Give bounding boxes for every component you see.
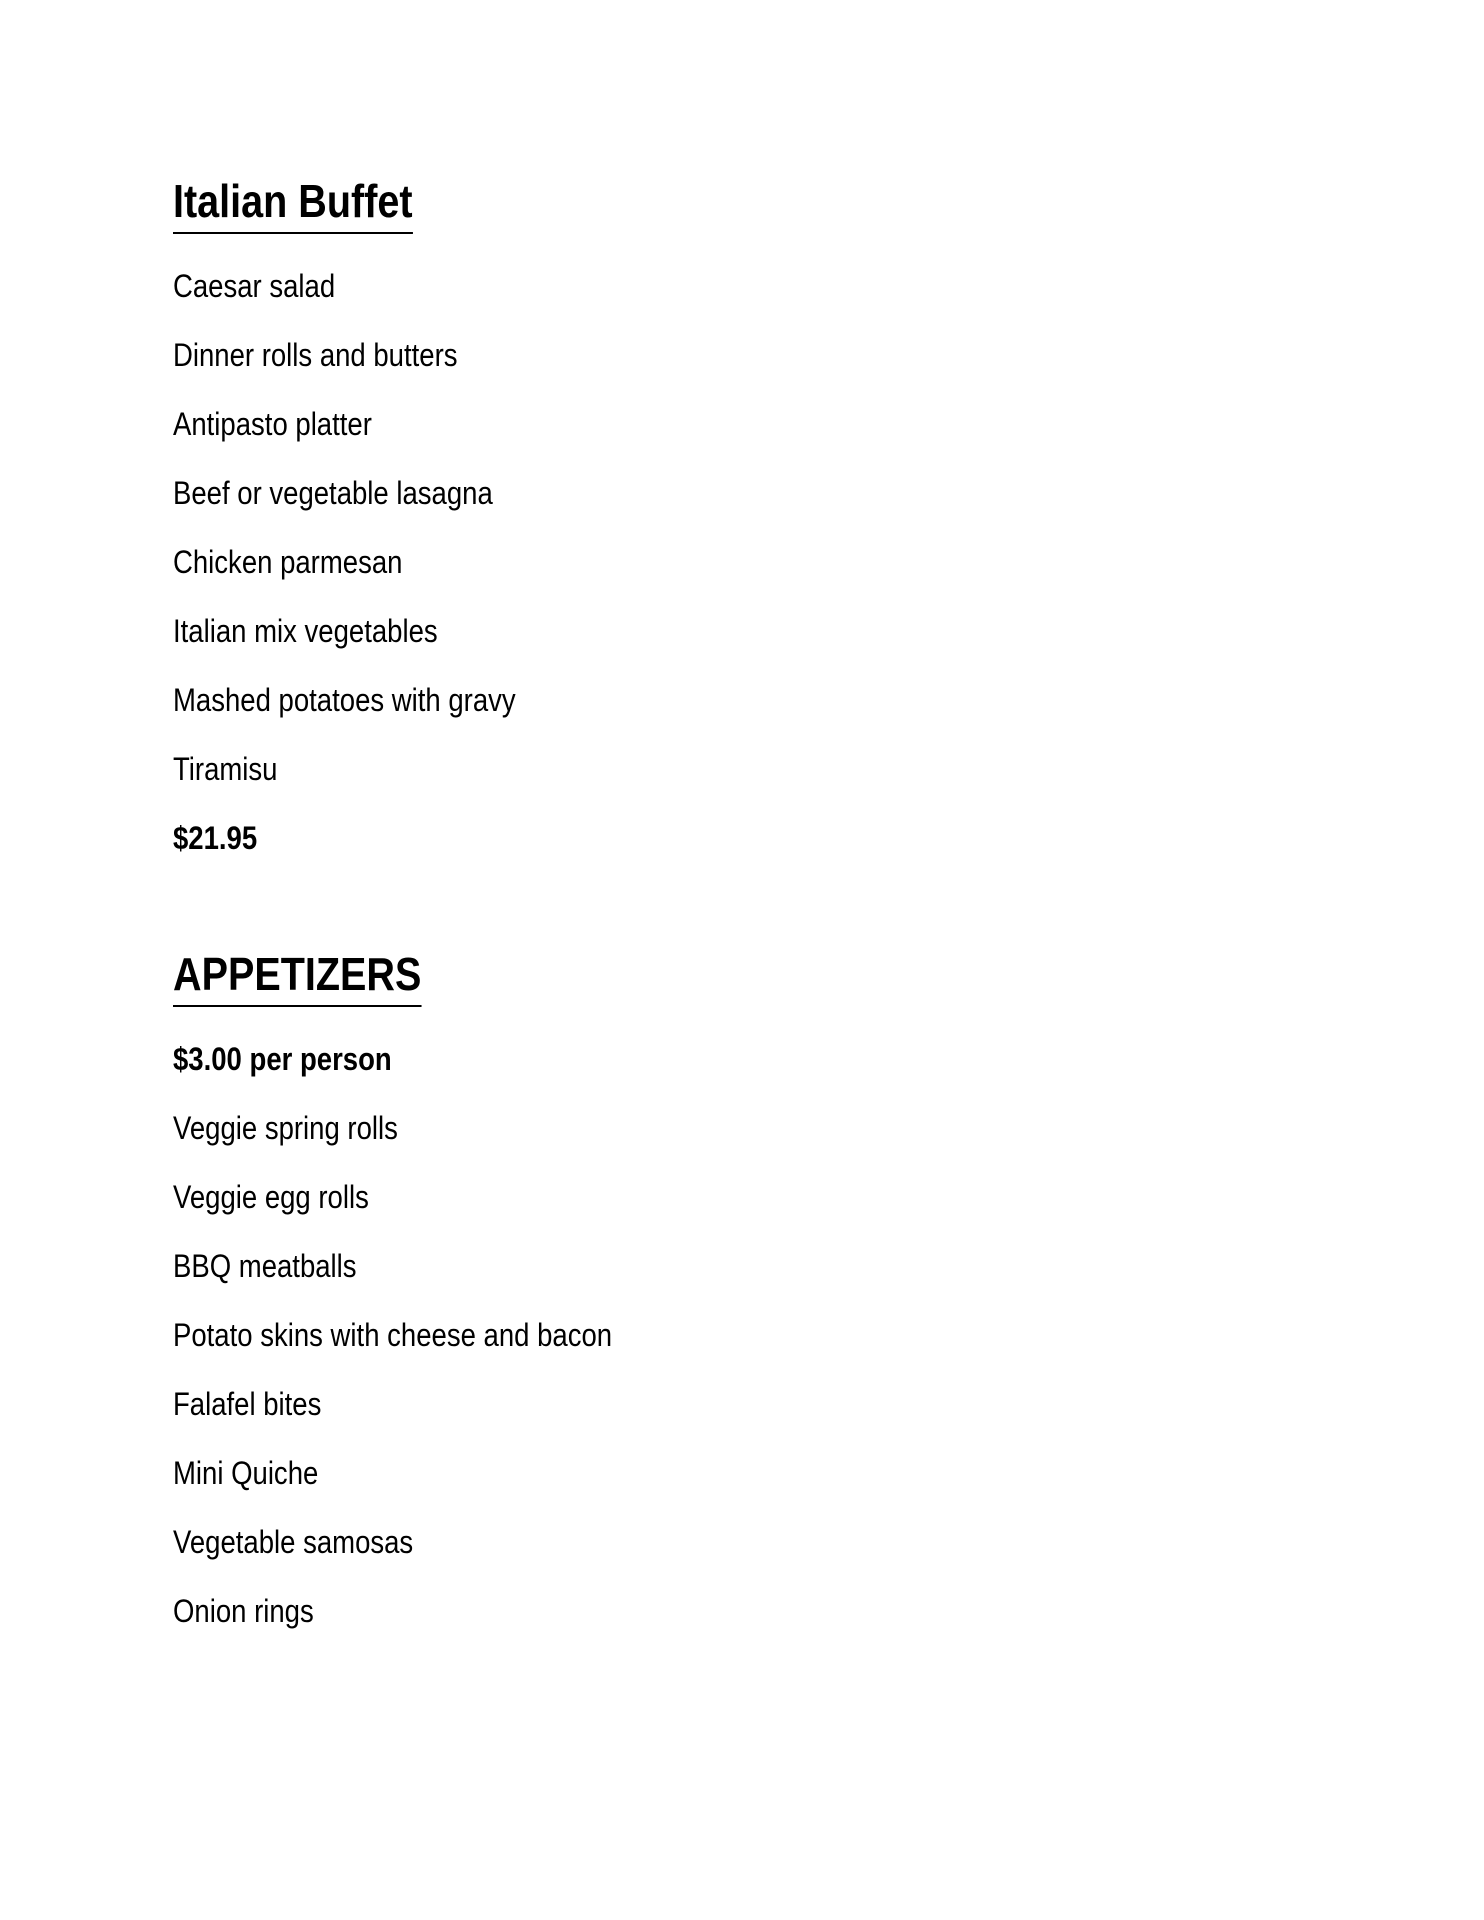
list-item: Veggie egg rolls [173,1179,369,1215]
appetizers-list [173,1094,1173,1646]
italian-buffet-title: Italian Buffet [173,170,413,234]
italian-buffet-section [173,170,1173,873]
list-item: Veggie spring rolls [173,1110,398,1146]
appetizers-section [173,943,1173,1646]
list-item: Caesar salad [173,268,336,304]
list-item: BBQ meatballs [173,1248,357,1284]
list-item: Beef or vegetable lasagna [173,475,493,511]
list-item: Mashed potatoes with gravy [173,682,516,718]
list-item: Antipasto platter [173,406,372,442]
italian-buffet-price: $21.95 [173,820,258,856]
list-item: Italian mix vegetables [173,613,438,649]
list-item: Falafel bites [173,1386,322,1422]
list-item: Tiramisu [173,751,278,787]
list-item: Chicken parmesan [173,544,403,580]
appetizers-title: APPETIZERS [173,943,421,1007]
list-item: Vegetable samosas [173,1524,414,1560]
list-item: Onion rings [173,1593,314,1629]
list-item: Potato skins with cheese and bacon [173,1317,613,1353]
list-item: Dinner rolls and butters [173,337,458,373]
italian-buffet-list [173,252,1173,804]
appetizers-price: $3.00 per person [173,1041,392,1077]
list-item: Mini Quiche [173,1455,319,1491]
